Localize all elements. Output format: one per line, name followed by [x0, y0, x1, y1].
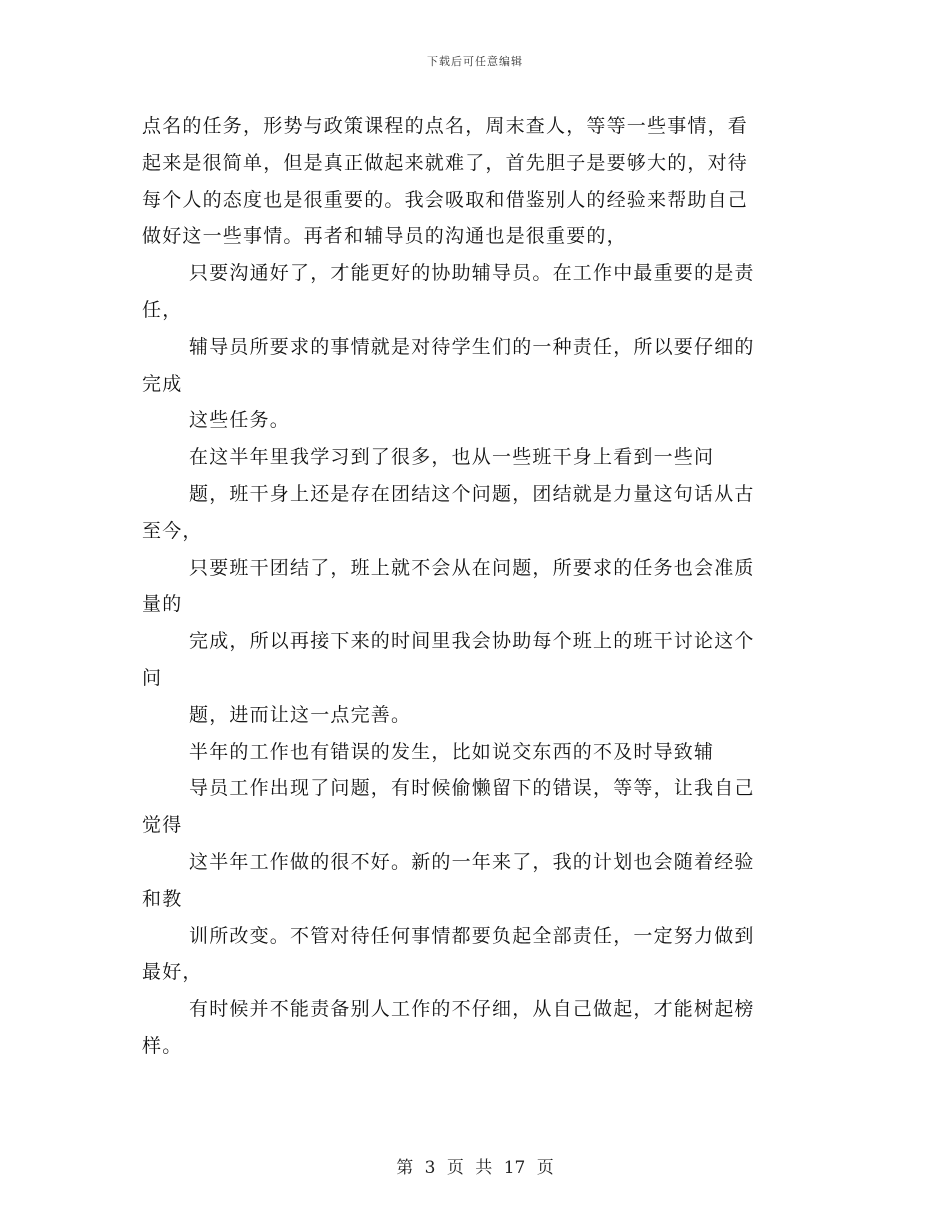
text-line: 导员工作出现了问题，有时候偷懒留下的错误，等等，让我自己: [189, 777, 755, 800]
text-line: 起来是很简单，但是真正做起来就难了，首先胆子是要够大的，对待: [142, 151, 749, 174]
text-line: 任，: [142, 298, 183, 321]
text-line: 有时候并不能责备别人工作的不仔细，从自己做起，才能树起榜: [189, 998, 755, 1021]
text-line: 题，班干身上还是存在团结这个问题，团结就是力量这句话从古: [189, 482, 755, 505]
document-body: [142, 108, 804, 1065]
text-line: 每个人的态度也是很重要的。我会吸取和借鉴别人的经验来帮助自己: [142, 188, 749, 211]
text-line: 最好，: [142, 961, 203, 984]
text-line: 问: [142, 666, 163, 689]
text-line: 这半年工作做的很不好。新的一年来了，我的计划也会随着经验: [189, 850, 755, 873]
text-line: 量的: [142, 593, 183, 616]
text-line: 半年的工作也有错误的发生，比如说交东西的不及时导致辅: [189, 740, 715, 763]
page-header: 下载后可任意编辑: [427, 55, 523, 68]
text-line: 点名的任务，形势与政策课程的点名，周末查人，等等一些事情，看: [142, 115, 749, 137]
page-number-footer: 第 3 页 共 17 页: [396, 1158, 554, 1178]
text-line: 和教: [142, 887, 183, 910]
text-line: 辅导员所要求的事情就是对待学生们的一种责任，所以要仔细的: [189, 335, 755, 358]
text-line: 完成: [142, 372, 183, 395]
text-line: 只要班干团结了，班上就不会从在问题，所要求的任务也会准质: [189, 556, 755, 579]
text-line: 训所改变。不管对待任何事情都要负起全部责任，一定努力做到: [189, 924, 755, 947]
text-line: 只要沟通好了，才能更好的协助辅导员。在工作中最重要的是责: [189, 262, 755, 285]
text-line: 在这半年里我学习到了很多，也从一些班干身上看到一些问: [189, 446, 715, 469]
text-line: 这些任务。: [189, 409, 291, 432]
text-line: 题，进而让这一点完善。: [189, 703, 412, 726]
text-line: 样。: [142, 1034, 183, 1057]
text-line: 做好这一些事情。再者和辅导员的沟通也是很重要的，: [142, 225, 627, 248]
text-line: 觉得: [142, 814, 183, 837]
text-line: 完成，所以再接下来的时间里我会协助每个班上的班干讨论这个: [189, 630, 755, 653]
text-line: 至今，: [142, 519, 203, 542]
